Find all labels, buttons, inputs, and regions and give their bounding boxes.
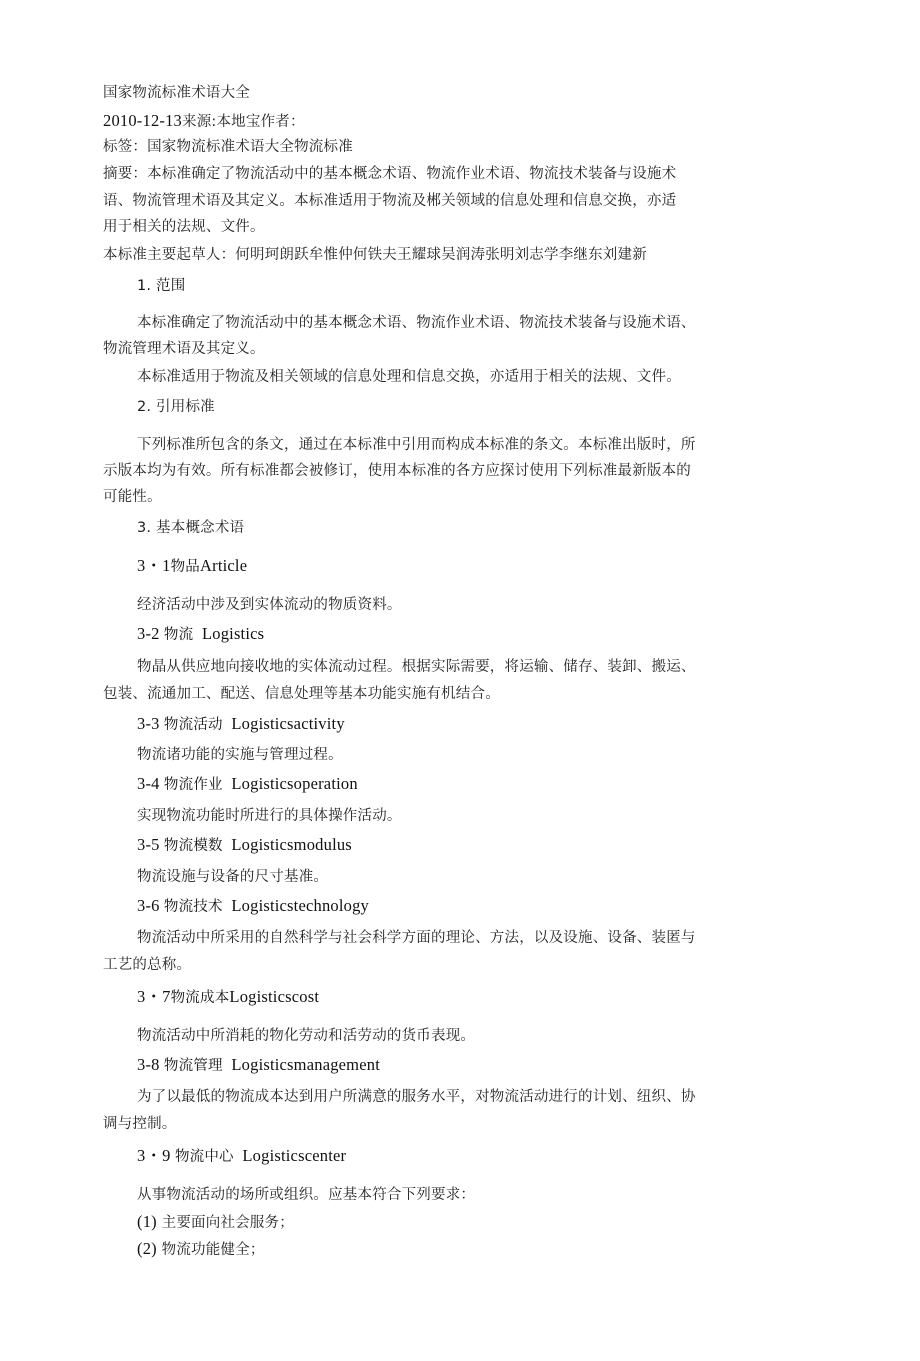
term-heading: 3-2 物流 Logistics [137, 624, 265, 643]
term-definition: 经济活动中涉及到实体流动的物质资料。 [137, 597, 402, 613]
term-definition: 物流设施与设备的尺寸基准。 [137, 869, 329, 885]
term-definition: 为了以最低的物流成本达到用户所满意的服务水平，对物流活动进行的计划、纽织、协 [137, 1089, 696, 1105]
doc-title: 国家物流标准术语大全 [103, 85, 250, 101]
doc-tags: 标签：国家物流标准术语大全物流标准 [103, 139, 353, 155]
term-heading: 3-8 物流管理 Logisticsmanagement [137, 1055, 380, 1074]
term-definition: 物流活动中所消耗的物化劳动和活劳动的货币表现。 [137, 1028, 476, 1044]
term-heading: 3・1物品Article [137, 556, 248, 575]
paragraph-line: 示版本均为有效。所有标准都会被修订，使用本标准的各方应探讨使用下列标准最新版本的 [103, 463, 691, 479]
term-definition: 调与控制。 [103, 1116, 177, 1132]
abstract-line: 摘要：本标准确定了物流活动中的基本概念术语、物流作业术语、物流技术装备与设施术 [103, 166, 677, 182]
term-definition: 包装、流通加工、配送、信息处理等基本功能实施有机结合。 [103, 686, 500, 702]
drafters: 本标准主要起草人：何明珂朗跃牟惟仲何铁夫王耀球吴润涛张明刘志学李继东刘建新 [103, 247, 647, 263]
section-heading: 3. 基本概念术语 [137, 520, 245, 536]
term-definition: 实现物流功能时所进行的具体操作活动。 [137, 808, 402, 824]
source: 来源:本地宝作者： [182, 114, 305, 130]
term-definition: 从事物流活动的场所或组织。应基本符合下列要求： [137, 1187, 476, 1203]
term-definition: 物流诸功能的实施与管理过程。 [137, 747, 343, 763]
term-heading: 3・7物流成本Logisticscost [137, 987, 320, 1006]
term-heading: 3・9 物流中心 Logisticscenter [137, 1146, 347, 1165]
paragraph-line: 本标准确定了物流活动中的基本概念术语、物流作业术语、物流技术装备与设施术语、 [137, 315, 696, 331]
paragraph-line: 可能性。 [103, 489, 162, 505]
requirement-item: (2) 物流功能健全； [137, 1239, 265, 1258]
term-heading: 3-6 物流技术 Logisticstechnology [137, 896, 369, 915]
section-heading: 2. 引用标准 [137, 399, 215, 415]
term-heading: 3-3 物流活动 Logisticsactivity [137, 714, 345, 733]
term-definition: 工艺的总称。 [103, 957, 192, 973]
abstract-line: 用于相关的法规、文件。 [103, 219, 265, 235]
section-heading: 1. 范围 [137, 278, 186, 294]
requirement-item: (1) 主要面向社会服务； [137, 1212, 294, 1231]
date: 2010-12-13 [103, 111, 182, 130]
abstract-line: 语、物流管理术语及其定义。本标准适用于物流及郴关领域的信息处理和信息交换，亦适 [103, 193, 677, 209]
doc-meta [103, 111, 305, 132]
term-definition: 物流活动中所采用的自然科学与社会科学方面的理论、方法，以及设施、设备、装匿与 [137, 930, 696, 946]
term-heading: 3-5 物流模数 Logisticsmodulus [137, 835, 352, 854]
term-heading: 3-4 物流作业 Logisticsoperation [137, 774, 358, 793]
paragraph-line: 下列标准所包含的条文，通过在本标准中引用而构成本标准的条文。本标准出版时，所 [137, 437, 696, 453]
paragraph-line: 物流管理术语及其定义。 [103, 341, 265, 357]
term-definition: 物晶从供应地向接收地的实体流动过程。根据实际需要，将运输、储存、装卸、搬运、 [137, 659, 696, 675]
paragraph-line: 本标准适用于物流及相关领域的信息处理和信息交换，亦适用于相关的法规、文件。 [137, 369, 681, 385]
